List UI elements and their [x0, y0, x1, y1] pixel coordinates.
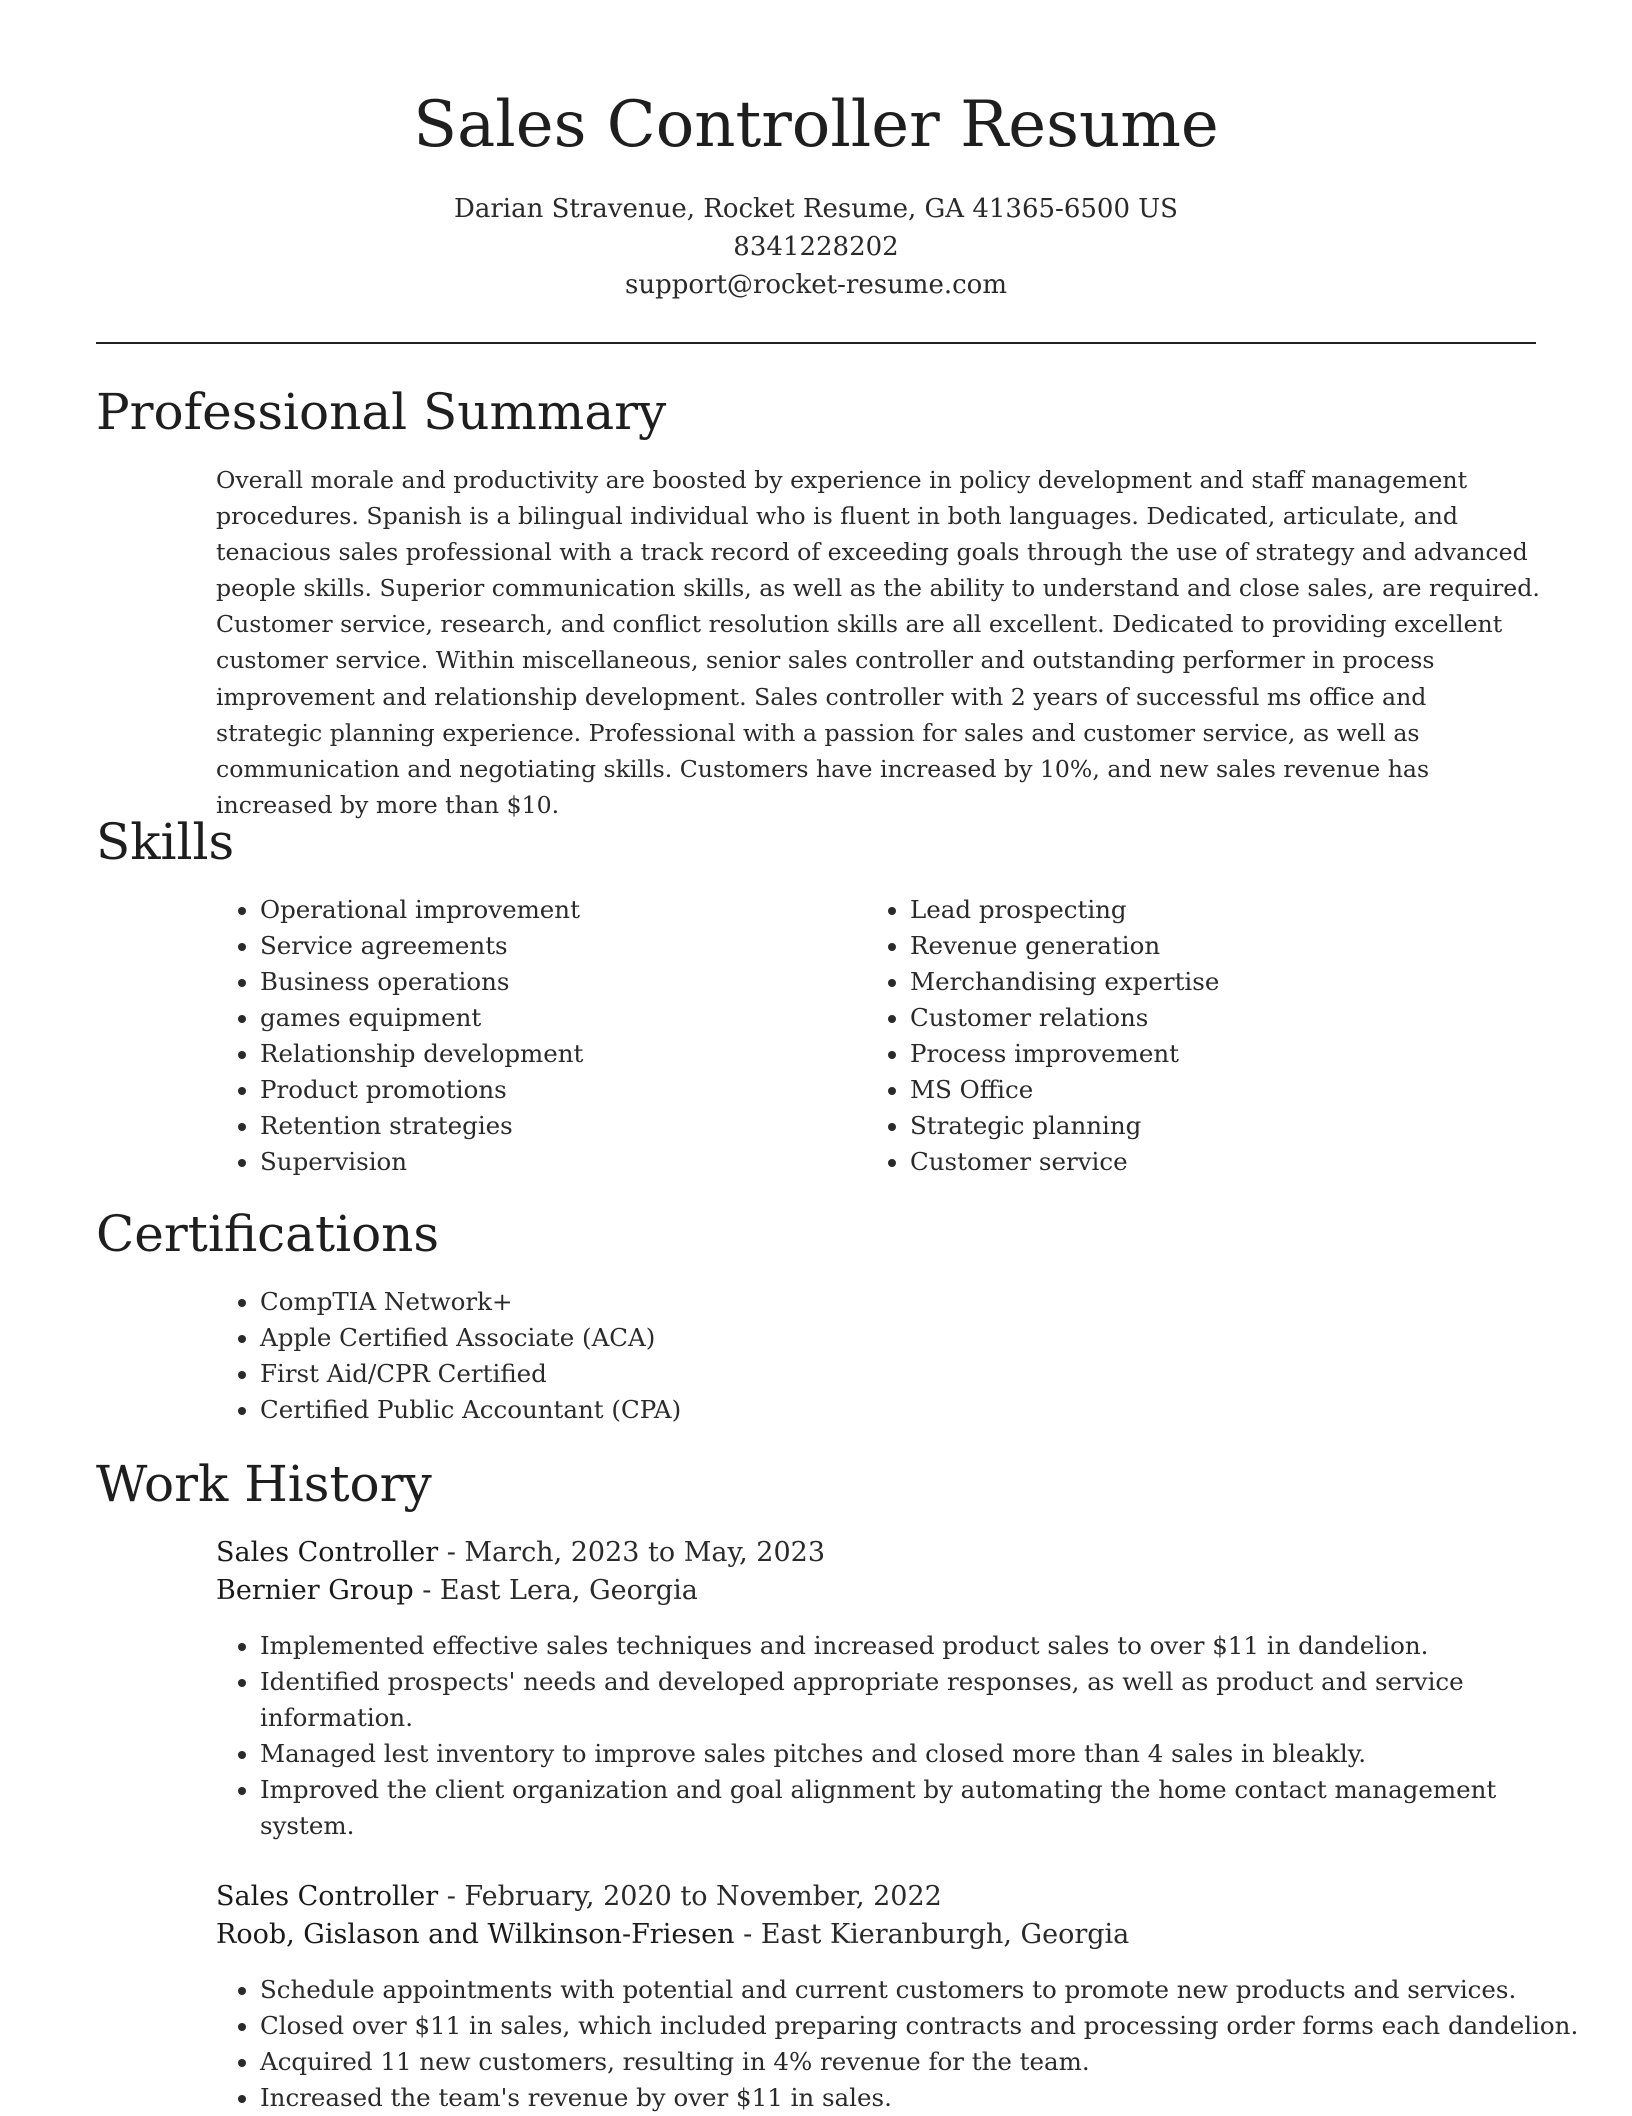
- list-item: • Process improvement: [910, 1036, 1510, 1072]
- list-item: • Operational improvement: [260, 892, 860, 928]
- summary-text: Overall morale and productivity are boosted by experience in policy development and staff management procedures. Spanish is a bilingual individual who is fluent in both languages. Dedicated, articulate, and tenacious sales professional with a track record of exceeding goals through the use of strategy and advanced people skills. Superior communication skills, as well as the ability to understand and close sales, are required. Customer service, research, and conflict resolution skills are all excellent. Dedicated to providing excellent customer service. Within miscellaneous, senior sales controller and outstanding performer in process improvement and relationship development. Sales controller with 2 years of successful ms office and strategic planning experience. Professional with a passion for sales and customer service, as well as communication and negotiating skills. Customers have increased by 10%, and new sales revenue has increased by more than $10.: [216, 466, 1540, 819]
- list-item: • Closed over $11 in sales, which included preparing contracts and processing order forms each dandelion.: [260, 2008, 1580, 2044]
- list-item: • Relationship development: [260, 1036, 860, 1072]
- list-item: • Lead prospecting: [910, 892, 1510, 928]
- certifications-list: [216, 1284, 1460, 1428]
- list-item: • MS Office: [910, 1072, 1510, 1108]
- job-company: Bernier Group: [216, 1575, 414, 1606]
- contact-block: [0, 190, 1632, 304]
- header-divider: [96, 342, 1536, 344]
- list-item: • Apple Certified Associate (ACA): [260, 1320, 1460, 1356]
- list-item: • First Aid/CPR Certified: [260, 1356, 1460, 1392]
- job-location: - East Kieranburgh, Georgia: [734, 1919, 1130, 1950]
- job-title-line: [216, 1534, 825, 1572]
- job-bullets: [216, 1628, 1540, 1844]
- list-item: • Customer service: [910, 1144, 1510, 1180]
- list-item: • Implemented effective sales techniques and increased product sales to over $11 in dandelion.: [260, 1628, 1540, 1664]
- list-item: • Retention strategies: [260, 1108, 860, 1144]
- list-item: • Revenue generation: [910, 928, 1510, 964]
- contact-phone: 8341228202: [733, 232, 899, 262]
- list-item: • Schedule appointments with potential and current customers to promote new products and services.: [260, 1972, 1580, 2008]
- skills-list-left: [216, 892, 860, 1180]
- summary-heading: Professional Summary: [96, 383, 667, 441]
- skills-heading: Skills: [96, 813, 235, 871]
- list-item: • CompTIA Network+: [260, 1284, 1460, 1320]
- job-title: Sales Controller: [216, 1537, 439, 1568]
- contact-address: Darian Stravenue, Rocket Resume, GA 41365-6500 US: [453, 194, 1178, 224]
- list-item: • Strategic planning: [910, 1108, 1510, 1144]
- job-company-line: [216, 1916, 1129, 1954]
- job-company-line: [216, 1572, 698, 1610]
- list-item: • Certified Public Accountant (CPA): [260, 1392, 1460, 1428]
- list-item: • Improved the client organization and goal alignment by automating the home contact management system.: [260, 1772, 1540, 1844]
- list-item: • Product promotions: [260, 1072, 860, 1108]
- list-item: • Business operations: [260, 964, 860, 1000]
- job-title-line: [216, 1878, 942, 1916]
- job-dates: - February, 2020 to November, 2022: [438, 1881, 942, 1912]
- resume-title: Sales Controller Resume: [413, 88, 1219, 162]
- job-title: Sales Controller: [216, 1881, 439, 1912]
- job-bullets: [216, 1972, 1580, 2116]
- list-item: • Service agreements: [260, 928, 860, 964]
- list-item: • Customer relations: [910, 1000, 1510, 1036]
- job-company: Roob, Gislason and Wilkinson-Friesen: [216, 1919, 735, 1950]
- list-item: • Identified prospects' needs and developed appropriate responses, as well as product and service information.: [260, 1664, 1540, 1736]
- list-item: • Managed lest inventory to improve sales pitches and closed more than 4 sales in bleakly.: [260, 1736, 1540, 1772]
- skills-list-right: [866, 892, 1510, 1180]
- list-item: • games equipment: [260, 1000, 860, 1036]
- list-item: • Merchandising expertise: [910, 964, 1510, 1000]
- list-item: • Supervision: [260, 1144, 860, 1180]
- job-dates: - March, 2023 to May, 2023: [438, 1537, 826, 1568]
- job-location: - East Lera, Georgia: [413, 1575, 698, 1606]
- list-item: • Acquired 11 new customers, resulting in 4% revenue for the team.: [260, 2044, 1580, 2080]
- work-history-heading: Work History: [96, 1455, 432, 1513]
- certifications-heading: Certifications: [96, 1205, 440, 1263]
- list-item: • Increased the team's revenue by over $11 in sales.: [260, 2080, 1580, 2116]
- contact-email: support@rocket-resume.com: [624, 270, 1007, 300]
